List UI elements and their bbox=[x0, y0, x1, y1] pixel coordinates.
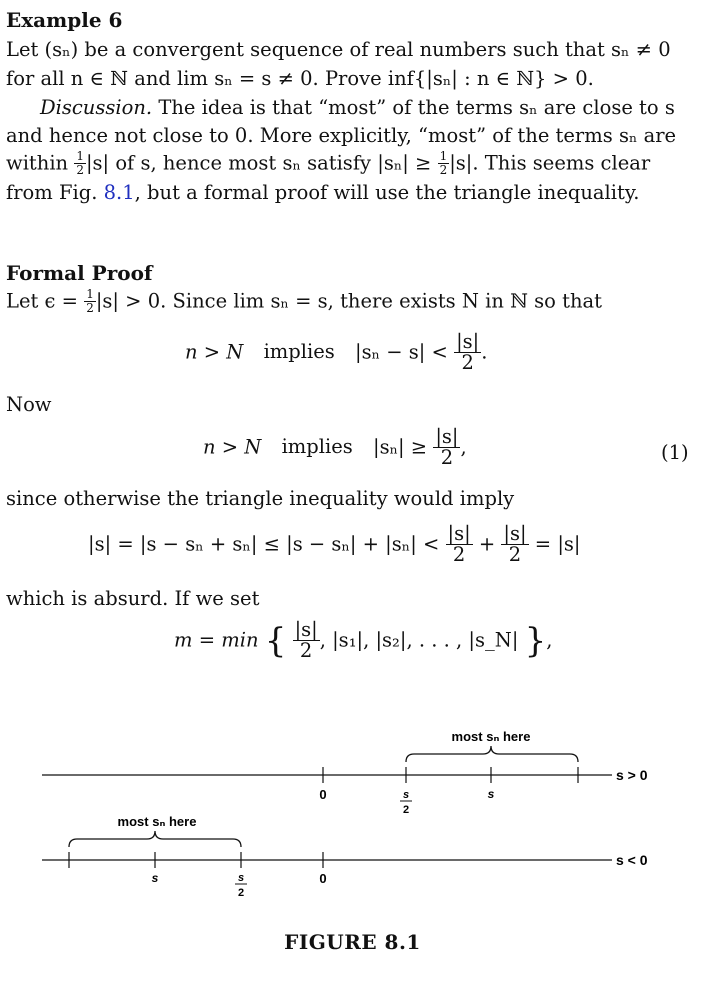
statement-line-1: Let (sₙ) be a convergent sequence of real numbers such that sₙ ≠ 0 bbox=[6, 38, 671, 61]
discussion-line-4: from Fig. 8.1, but a formal proof will use the triangle inequality. bbox=[6, 181, 640, 204]
discussion-label: Discussion. bbox=[40, 96, 153, 119]
fraction-one-half: $\frac{1}{2}$ bbox=[76, 149, 84, 177]
number-line-s-negative bbox=[42, 814, 648, 899]
label-half-s-num-bottom: s bbox=[237, 872, 245, 884]
example-title: Example 6 bbox=[6, 8, 123, 32]
now-text: Now bbox=[6, 393, 52, 416]
label-half-s-den-top: 2 bbox=[402, 804, 410, 816]
condition-bottom: s < 0 bbox=[616, 852, 648, 868]
fraction-abs-s-over-2: $\frac{|s|}{2}$ bbox=[435, 425, 459, 470]
condition-top: s > 0 bbox=[616, 767, 648, 783]
label-s-top: s bbox=[487, 787, 495, 801]
proof-line-1: Let ϵ = $\frac{1}{2}$ |s| > 0. Since lim sₙ = s, there exists N in ℕ so that bbox=[6, 287, 602, 315]
label-zero-bottom: 0 bbox=[319, 871, 327, 886]
brace-most-sn-bottom bbox=[69, 831, 241, 847]
equation-1: n > N implies |sₙ| ≥ $\frac{|s|}{2}$ , bbox=[203, 425, 467, 470]
discussion-line-3: within $\frac{1}{2}$ |s| of s, hence most sₙ satisfy |sₙ| ≥ $\frac{1}{2}$ |s|. This seems clear bbox=[6, 149, 651, 177]
discussion-line-2: and hence not close to 0. More explicitly, “most” of the terms sₙ are bbox=[6, 124, 677, 147]
label-zero-top: 0 bbox=[319, 787, 327, 802]
equation-epsilon-bound: n > N implies |sₙ − s| < $\frac{|s|}{2}$ . bbox=[185, 330, 488, 375]
label-half-s-num-top: s bbox=[402, 789, 410, 801]
since-line: since otherwise the triangle inequality would imply bbox=[6, 487, 515, 510]
fraction-abs-s-over-2: $\frac{|s|}{2}$ bbox=[294, 618, 318, 663]
equation-number: (1) bbox=[661, 441, 689, 464]
discussion-line-1-text: The idea is that “most” of the terms sₙ are close to s bbox=[158, 96, 675, 119]
absurd-line: which is absurd. If we set bbox=[6, 587, 260, 610]
proof-title: Formal Proof bbox=[6, 261, 153, 285]
brace-label-bottom: most sₙ here bbox=[117, 814, 197, 829]
fraction-one-half: $\frac{1}{2}$ bbox=[86, 287, 94, 315]
discussion-line-1 bbox=[40, 96, 675, 119]
triangle-inequality-equation: |s| = |s − sₙ + sₙ| ≤ |s − sₙ| + |sₙ| < $\frac{|s|}{2}$ + $\frac{|s|}{2}$ = |s| bbox=[88, 522, 581, 567]
fraction-abs-s-over-2: $\frac{|s|}{2}$ bbox=[447, 522, 471, 567]
figure-reference-link[interactable]: 8.1 bbox=[103, 181, 135, 204]
number-line-s-positive bbox=[42, 729, 648, 816]
brace-label-top: most sₙ here bbox=[451, 729, 531, 744]
fraction-abs-s-over-2: $\frac{|s|}{2}$ bbox=[503, 522, 527, 567]
min-definition-equation: m = min { $\frac{|s|}{2}$ , |s₁|, |s₂|, . . . , |s_N| }, bbox=[174, 618, 553, 663]
statement-line-2: for all n ∈ ℕ and lim sₙ = s ≠ 0. Prove inf{|sₙ| : n ∈ ℕ} > 0. bbox=[6, 67, 594, 90]
figure-caption: FIGURE 8.1 bbox=[284, 930, 421, 954]
left-brace: { bbox=[264, 620, 287, 661]
fraction-one-half: $\frac{1}{2}$ bbox=[439, 149, 448, 177]
brace-most-sn-top bbox=[406, 746, 578, 762]
figure-8-1 bbox=[0, 720, 705, 910]
label-half-s-den-bottom: 2 bbox=[237, 887, 245, 899]
fraction-abs-s-over-2: $\frac{|s|}{2}$ bbox=[456, 330, 480, 375]
label-s-bottom: s bbox=[151, 871, 159, 885]
right-brace: } bbox=[524, 620, 547, 661]
